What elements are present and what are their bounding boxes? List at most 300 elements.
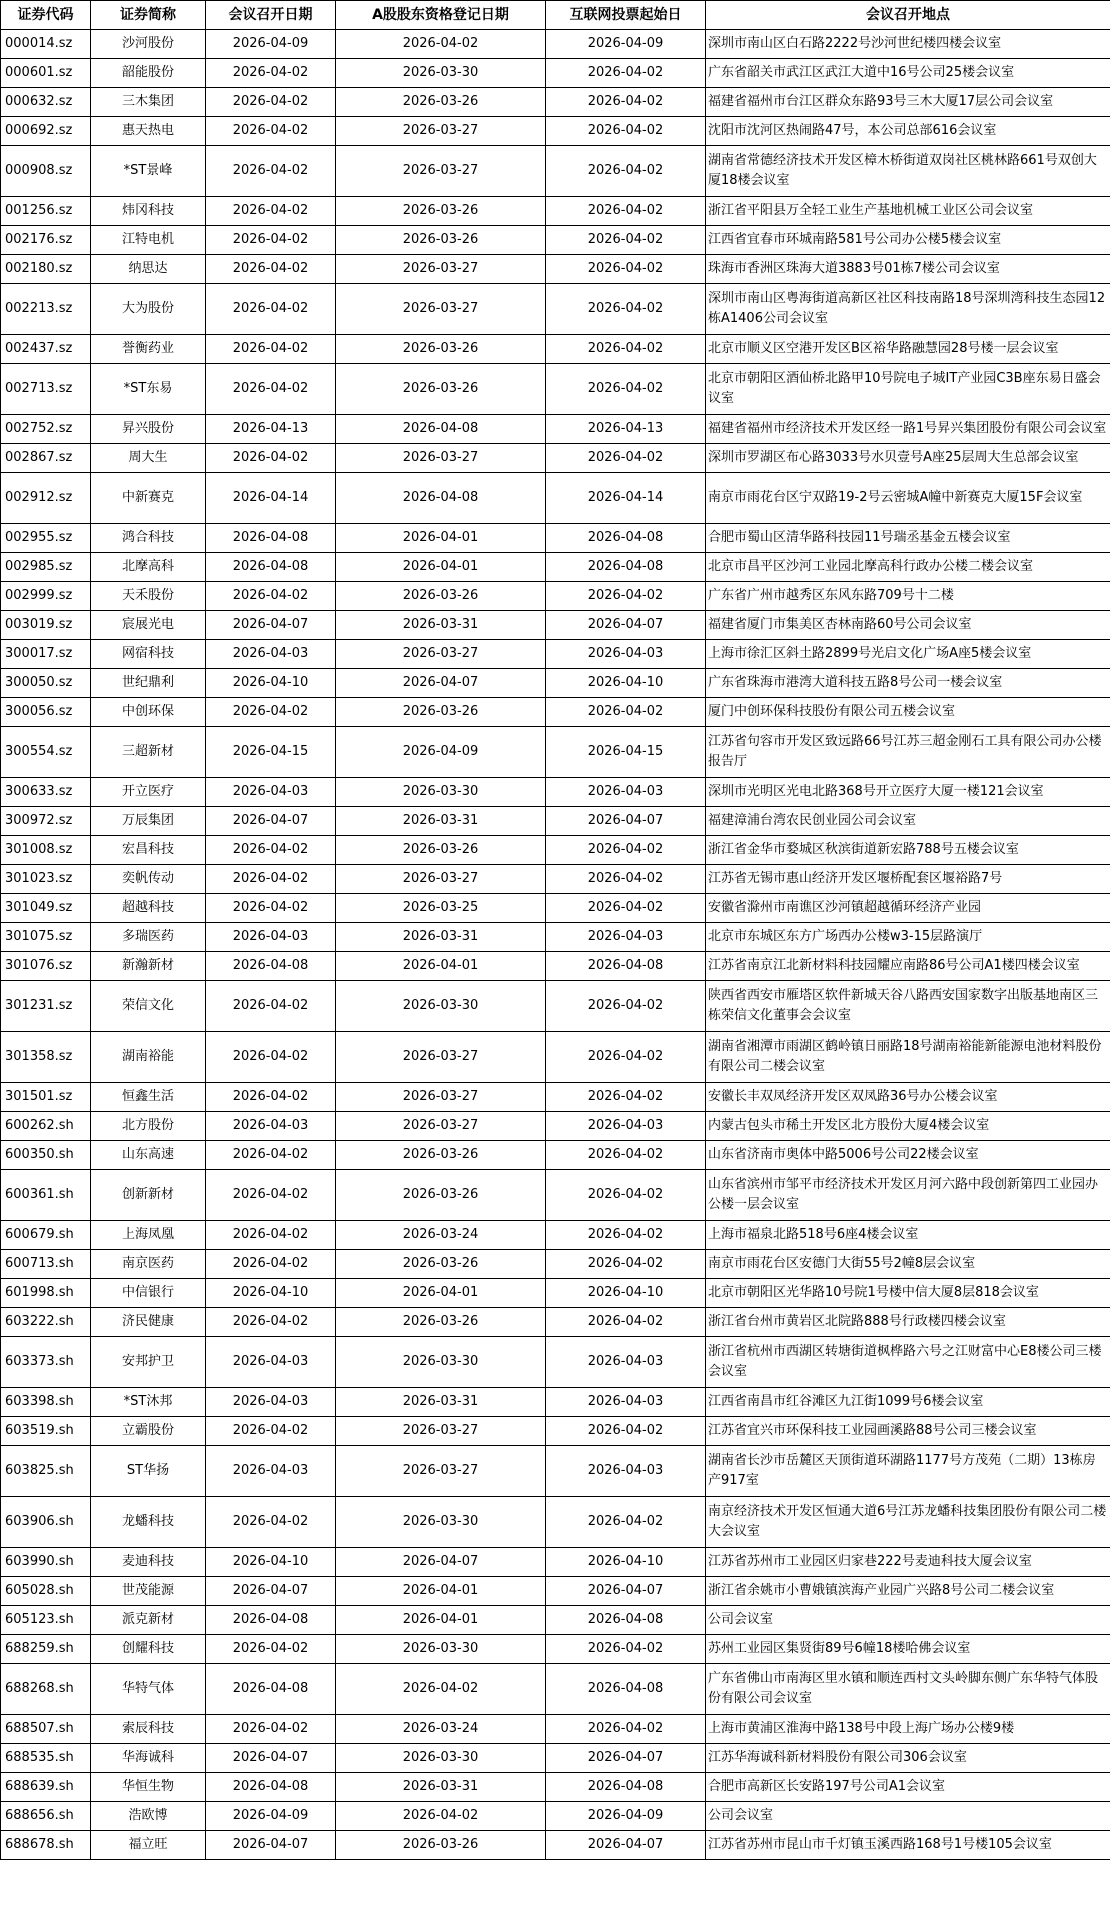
cell-meeting-location: 南京市雨花台区宁双路19-2号云密城A幢中新赛克大厦15F会议室 (706, 473, 1110, 524)
cell-record-date: 2026-03-25 (336, 894, 546, 923)
cell-online-vote-start: 2026-04-07 (546, 1744, 706, 1773)
cell-online-vote-start: 2026-04-02 (546, 1141, 706, 1170)
cell-security-code: 300554.sz (1, 727, 91, 778)
cell-meeting-date: 2026-04-02 (206, 117, 336, 146)
cell-online-vote-start: 2026-04-14 (546, 473, 706, 524)
cell-meeting-location: 江西省宜春市环城南路581号公司办公楼5楼会议室 (706, 226, 1110, 255)
table-row (1, 865, 1110, 894)
cell-security-name: 超越科技 (91, 894, 206, 923)
table-body (1, 30, 1110, 1860)
cell-meeting-location: 深圳市光明区光电北路368号开立医疗大厦一楼121会议室 (706, 778, 1110, 807)
cell-security-code: 002180.sz (1, 255, 91, 284)
cell-record-date: 2026-03-30 (336, 778, 546, 807)
cell-online-vote-start: 2026-04-03 (546, 1446, 706, 1497)
cell-online-vote-start: 2026-04-15 (546, 727, 706, 778)
cell-record-date: 2026-04-07 (336, 669, 546, 698)
cell-record-date: 2026-04-01 (336, 1606, 546, 1635)
cell-record-date: 2026-03-27 (336, 146, 546, 197)
cell-security-code: 002955.sz (1, 524, 91, 553)
cell-online-vote-start: 2026-04-08 (546, 952, 706, 981)
table-row (1, 255, 1110, 284)
cell-security-name: 中创环保 (91, 698, 206, 727)
cell-online-vote-start: 2026-04-02 (546, 284, 706, 335)
cell-security-code: 300050.sz (1, 669, 91, 698)
cell-record-date: 2026-03-24 (336, 1715, 546, 1744)
cell-security-code: 301231.sz (1, 981, 91, 1032)
cell-meeting-location: 苏州工业园区集贤街89号6幢18楼哈佛会议室 (706, 1635, 1110, 1664)
cell-meeting-date: 2026-04-02 (206, 582, 336, 611)
cell-meeting-location: 山东省滨州市邹平市经济技术开发区月河六路中段创新第四工业园办公楼一层会议室 (706, 1170, 1110, 1221)
cell-meeting-date: 2026-04-02 (206, 1032, 336, 1083)
cell-meeting-date: 2026-04-14 (206, 473, 336, 524)
cell-online-vote-start: 2026-04-03 (546, 923, 706, 952)
cell-security-code: 600679.sh (1, 1221, 91, 1250)
cell-online-vote-start: 2026-04-02 (546, 1250, 706, 1279)
table-row (1, 364, 1110, 415)
cell-meeting-location: 广东省佛山市南海区里水镇和顺连西村文头岭脚东侧广东华特气体股份有限公司会议室 (706, 1664, 1110, 1715)
cell-meeting-date: 2026-04-09 (206, 30, 336, 59)
cell-security-name: *ST沐邦 (91, 1388, 206, 1417)
cell-meeting-date: 2026-04-07 (206, 807, 336, 836)
cell-online-vote-start: 2026-04-10 (546, 1548, 706, 1577)
table-row (1, 727, 1110, 778)
cell-record-date: 2026-03-31 (336, 1773, 546, 1802)
cell-security-name: 纳思达 (91, 255, 206, 284)
table-row (1, 778, 1110, 807)
cell-security-name: ST华扬 (91, 1446, 206, 1497)
table-row (1, 1497, 1110, 1548)
cell-meeting-date: 2026-04-07 (206, 1831, 336, 1860)
cell-security-code: 600713.sh (1, 1250, 91, 1279)
cell-security-name: 奕帆传动 (91, 865, 206, 894)
table-row (1, 981, 1110, 1032)
cell-security-name: 宸展光电 (91, 611, 206, 640)
cell-security-name: *ST东易 (91, 364, 206, 415)
cell-meeting-date: 2026-04-03 (206, 1388, 336, 1417)
cell-online-vote-start: 2026-04-02 (546, 582, 706, 611)
cell-online-vote-start: 2026-04-02 (546, 894, 706, 923)
cell-security-code: 001256.sz (1, 197, 91, 226)
cell-online-vote-start: 2026-04-02 (546, 1083, 706, 1112)
table-row (1, 553, 1110, 582)
cell-security-code: 300633.sz (1, 778, 91, 807)
cell-online-vote-start: 2026-04-02 (546, 1497, 706, 1548)
cell-record-date: 2026-03-31 (336, 1388, 546, 1417)
table-row (1, 1250, 1110, 1279)
header-record-date: A股股东资格登记日期 (336, 1, 546, 30)
cell-security-code: 603373.sh (1, 1337, 91, 1388)
cell-security-code: 002176.sz (1, 226, 91, 255)
cell-meeting-date: 2026-04-02 (206, 255, 336, 284)
cell-meeting-date: 2026-04-09 (206, 1802, 336, 1831)
cell-security-code: 301076.sz (1, 952, 91, 981)
cell-meeting-date: 2026-04-02 (206, 364, 336, 415)
cell-security-name: 鸿合科技 (91, 524, 206, 553)
cell-meeting-date: 2026-04-02 (206, 88, 336, 117)
cell-record-date: 2026-03-27 (336, 1417, 546, 1446)
cell-meeting-location: 江苏华海诚科新材料股份有限公司306会议室 (706, 1744, 1110, 1773)
table-row (1, 1802, 1110, 1831)
cell-security-name: 索辰科技 (91, 1715, 206, 1744)
table-row (1, 1831, 1110, 1860)
cell-meeting-location: 浙江省余姚市小曹娥镇滨海产业园广兴路8号公司二楼会议室 (706, 1577, 1110, 1606)
cell-record-date: 2026-04-01 (336, 1279, 546, 1308)
cell-security-code: 003019.sz (1, 611, 91, 640)
cell-online-vote-start: 2026-04-08 (546, 1606, 706, 1635)
cell-security-code: 603906.sh (1, 1497, 91, 1548)
cell-security-code: 605123.sh (1, 1606, 91, 1635)
table-row (1, 952, 1110, 981)
cell-meeting-date: 2026-04-02 (206, 146, 336, 197)
cell-security-code: 688656.sh (1, 1802, 91, 1831)
cell-record-date: 2026-03-26 (336, 1308, 546, 1337)
cell-security-name: 宏昌科技 (91, 836, 206, 865)
cell-meeting-date: 2026-04-15 (206, 727, 336, 778)
cell-record-date: 2026-04-01 (336, 1577, 546, 1606)
cell-security-name: 昇兴股份 (91, 415, 206, 444)
cell-meeting-date: 2026-04-02 (206, 981, 336, 1032)
table-row (1, 59, 1110, 88)
table-row (1, 1032, 1110, 1083)
cell-meeting-location: 南京市雨花台区安德门大街55号2幢8层会议室 (706, 1250, 1110, 1279)
table-row (1, 415, 1110, 444)
cell-record-date: 2026-03-30 (336, 59, 546, 88)
cell-meeting-date: 2026-04-02 (206, 836, 336, 865)
cell-record-date: 2026-03-30 (336, 1497, 546, 1548)
cell-meeting-location: 北京市朝阳区光华路10号院1号楼中信大厦8层818会议室 (706, 1279, 1110, 1308)
cell-online-vote-start: 2026-04-02 (546, 255, 706, 284)
table-row (1, 1446, 1110, 1497)
table-row (1, 1279, 1110, 1308)
cell-meeting-date: 2026-04-03 (206, 640, 336, 669)
cell-online-vote-start: 2026-04-10 (546, 1279, 706, 1308)
cell-security-code: 000014.sz (1, 30, 91, 59)
cell-meeting-date: 2026-04-02 (206, 1170, 336, 1221)
cell-meeting-location: 福建省福州市台江区群众东路93号三木大厦17层公司会议室 (706, 88, 1110, 117)
cell-record-date: 2026-04-01 (336, 553, 546, 582)
cell-record-date: 2026-03-27 (336, 1446, 546, 1497)
table-row (1, 1112, 1110, 1141)
table-row (1, 1773, 1110, 1802)
cell-record-date: 2026-03-26 (336, 197, 546, 226)
cell-security-name: 北方股份 (91, 1112, 206, 1141)
cell-record-date: 2026-03-27 (336, 640, 546, 669)
cell-meeting-date: 2026-04-08 (206, 524, 336, 553)
cell-record-date: 2026-03-26 (336, 335, 546, 364)
cell-meeting-location: 安徽长丰双凤经济开发区双凤路36号办公楼会议室 (706, 1083, 1110, 1112)
cell-security-code: 002999.sz (1, 582, 91, 611)
cell-online-vote-start: 2026-04-07 (546, 1577, 706, 1606)
cell-security-code: 688678.sh (1, 1831, 91, 1860)
cell-online-vote-start: 2026-04-03 (546, 640, 706, 669)
table-row (1, 1606, 1110, 1635)
cell-meeting-date: 2026-04-02 (206, 1083, 336, 1112)
cell-meeting-location: 南京经济技术开发区恒通大道6号江苏龙蟠科技集团股份有限公司二楼大会议室 (706, 1497, 1110, 1548)
cell-security-name: 韶能股份 (91, 59, 206, 88)
cell-record-date: 2026-03-24 (336, 1221, 546, 1250)
cell-security-code: 301501.sz (1, 1083, 91, 1112)
cell-record-date: 2026-04-08 (336, 473, 546, 524)
cell-security-name: 天禾股份 (91, 582, 206, 611)
cell-meeting-date: 2026-04-08 (206, 1773, 336, 1802)
cell-security-code: 603990.sh (1, 1548, 91, 1577)
cell-security-name: 创新新材 (91, 1170, 206, 1221)
table-row (1, 836, 1110, 865)
cell-meeting-location: 合肥市蜀山区清华路科技园11号瑞丞基金五楼会议室 (706, 524, 1110, 553)
cell-security-code: 301358.sz (1, 1032, 91, 1083)
cell-meeting-date: 2026-04-02 (206, 284, 336, 335)
cell-meeting-date: 2026-04-02 (206, 1715, 336, 1744)
cell-meeting-location: 广东省珠海市港湾大道科技五路8号公司一楼会议室 (706, 669, 1110, 698)
table-header-row (1, 1, 1110, 30)
cell-security-code: 603825.sh (1, 1446, 91, 1497)
cell-meeting-location: 上海市徐汇区斜土路2899号光启文化广场A座5楼会议室 (706, 640, 1110, 669)
cell-security-name: 新瀚新材 (91, 952, 206, 981)
cell-record-date: 2026-03-26 (336, 582, 546, 611)
cell-meeting-location: 江苏省句容市开发区致远路66号江苏三超金刚石工具有限公司办公楼报告厅 (706, 727, 1110, 778)
cell-security-code: 301023.sz (1, 865, 91, 894)
table-row (1, 117, 1110, 146)
cell-meeting-date: 2026-04-03 (206, 1446, 336, 1497)
cell-security-code: 605028.sh (1, 1577, 91, 1606)
cell-meeting-location: 江西省南昌市红谷滩区九江街1099号6楼会议室 (706, 1388, 1110, 1417)
cell-security-name: 江特电机 (91, 226, 206, 255)
table-row (1, 1170, 1110, 1221)
cell-meeting-location: 湖南省常德经济技术开发区樟木桥街道双岗社区桃林路661号双创大厦18楼会议室 (706, 146, 1110, 197)
cell-online-vote-start: 2026-04-02 (546, 117, 706, 146)
cell-online-vote-start: 2026-04-02 (546, 444, 706, 473)
cell-meeting-date: 2026-04-08 (206, 1606, 336, 1635)
cell-security-code: 688507.sh (1, 1715, 91, 1744)
cell-meeting-date: 2026-04-02 (206, 1250, 336, 1279)
cell-security-name: 立霸股份 (91, 1417, 206, 1446)
table-row (1, 473, 1110, 524)
cell-meeting-location: 深圳市南山区白石路2222号沙河世纪楼四楼会议室 (706, 30, 1110, 59)
cell-meeting-location: 北京市昌平区沙河工业园北摩高科行政办公楼二楼会议室 (706, 553, 1110, 582)
header-meeting-location: 会议召开地点 (706, 1, 1110, 30)
cell-security-name: 万辰集团 (91, 807, 206, 836)
header-security-name: 证券简称 (91, 1, 206, 30)
table-row (1, 1744, 1110, 1773)
cell-meeting-location: 江苏省无锡市惠山经济开发区堰桥配套区堰裕路7号 (706, 865, 1110, 894)
cell-security-name: 华海诚科 (91, 1744, 206, 1773)
cell-record-date: 2026-03-26 (336, 88, 546, 117)
cell-security-code: 301049.sz (1, 894, 91, 923)
cell-security-code: 600350.sh (1, 1141, 91, 1170)
cell-meeting-location: 山东省济南市奥体中路5006号公司22楼会议室 (706, 1141, 1110, 1170)
table-row (1, 807, 1110, 836)
cell-meeting-date: 2026-04-08 (206, 553, 336, 582)
table-row (1, 1141, 1110, 1170)
table-row (1, 197, 1110, 226)
cell-meeting-location: 北京市顺义区空港开发区B区裕华路融慧园28号楼一层会议室 (706, 335, 1110, 364)
table-row (1, 611, 1110, 640)
cell-security-code: 300017.sz (1, 640, 91, 669)
cell-record-date: 2026-04-01 (336, 524, 546, 553)
cell-online-vote-start: 2026-04-02 (546, 1635, 706, 1664)
cell-online-vote-start: 2026-04-08 (546, 1773, 706, 1802)
cell-record-date: 2026-03-27 (336, 865, 546, 894)
cell-record-date: 2026-03-30 (336, 981, 546, 1032)
cell-record-date: 2026-04-08 (336, 415, 546, 444)
cell-security-code: 600361.sh (1, 1170, 91, 1221)
table-row (1, 226, 1110, 255)
cell-record-date: 2026-03-27 (336, 1083, 546, 1112)
cell-security-name: 世茂能源 (91, 1577, 206, 1606)
cell-security-code: 002437.sz (1, 335, 91, 364)
cell-security-name: 炜冈科技 (91, 197, 206, 226)
cell-meeting-location: 福建漳浦台湾农民创业园公司会议室 (706, 807, 1110, 836)
cell-online-vote-start: 2026-04-02 (546, 836, 706, 865)
table-row (1, 1635, 1110, 1664)
cell-record-date: 2026-03-26 (336, 1250, 546, 1279)
cell-security-code: 002213.sz (1, 284, 91, 335)
table-row (1, 444, 1110, 473)
cell-meeting-date: 2026-04-03 (206, 778, 336, 807)
cell-security-name: 网宿科技 (91, 640, 206, 669)
cell-online-vote-start: 2026-04-02 (546, 981, 706, 1032)
cell-security-code: 002867.sz (1, 444, 91, 473)
cell-security-name: 派克新材 (91, 1606, 206, 1635)
table-row (1, 1388, 1110, 1417)
cell-record-date: 2026-03-26 (336, 1831, 546, 1860)
cell-record-date: 2026-03-30 (336, 1744, 546, 1773)
cell-meeting-date: 2026-04-03 (206, 1112, 336, 1141)
cell-meeting-date: 2026-04-02 (206, 1141, 336, 1170)
table-row (1, 923, 1110, 952)
cell-security-code: 603519.sh (1, 1417, 91, 1446)
table-row (1, 1417, 1110, 1446)
cell-meeting-date: 2026-04-03 (206, 923, 336, 952)
cell-online-vote-start: 2026-04-13 (546, 415, 706, 444)
table-row (1, 335, 1110, 364)
cell-security-name: 沙河股份 (91, 30, 206, 59)
cell-security-name: 安邦护卫 (91, 1337, 206, 1388)
cell-meeting-date: 2026-04-02 (206, 1635, 336, 1664)
cell-record-date: 2026-04-02 (336, 30, 546, 59)
cell-meeting-location: 江苏省南京江北新材料科技园耀应南路86号公司A1楼四楼会议室 (706, 952, 1110, 981)
cell-record-date: 2026-03-31 (336, 923, 546, 952)
cell-online-vote-start: 2026-04-09 (546, 1802, 706, 1831)
cell-meeting-location: 珠海市香洲区珠海大道3883号01栋7楼公司会议室 (706, 255, 1110, 284)
cell-record-date: 2026-03-26 (336, 226, 546, 255)
cell-record-date: 2026-03-26 (336, 698, 546, 727)
cell-security-code: 301008.sz (1, 836, 91, 865)
cell-online-vote-start: 2026-04-07 (546, 611, 706, 640)
cell-meeting-date: 2026-04-02 (206, 1221, 336, 1250)
cell-meeting-location: 广东省广州市越秀区东风东路709号十二楼 (706, 582, 1110, 611)
cell-security-name: 多瑞医药 (91, 923, 206, 952)
cell-meeting-date: 2026-04-08 (206, 952, 336, 981)
table-row (1, 524, 1110, 553)
cell-meeting-date: 2026-04-02 (206, 59, 336, 88)
cell-online-vote-start: 2026-04-03 (546, 1112, 706, 1141)
cell-security-name: 周大生 (91, 444, 206, 473)
cell-record-date: 2026-04-02 (336, 1802, 546, 1831)
cell-online-vote-start: 2026-04-02 (546, 1221, 706, 1250)
cell-security-name: 誉衡药业 (91, 335, 206, 364)
table-row (1, 88, 1110, 117)
cell-online-vote-start: 2026-04-03 (546, 778, 706, 807)
cell-security-name: 三超新材 (91, 727, 206, 778)
cell-security-name: 中信银行 (91, 1279, 206, 1308)
cell-security-name: 龙蟠科技 (91, 1497, 206, 1548)
table-row (1, 1548, 1110, 1577)
cell-meeting-date: 2026-04-10 (206, 1548, 336, 1577)
cell-security-code: 688259.sh (1, 1635, 91, 1664)
cell-security-code: 688639.sh (1, 1773, 91, 1802)
cell-security-name: 华恒生物 (91, 1773, 206, 1802)
cell-online-vote-start: 2026-04-07 (546, 1831, 706, 1860)
cell-security-name: 创耀科技 (91, 1635, 206, 1664)
table-row (1, 1221, 1110, 1250)
cell-record-date: 2026-03-30 (336, 1337, 546, 1388)
cell-security-name: 济民健康 (91, 1308, 206, 1337)
table-row (1, 1308, 1110, 1337)
cell-meeting-location: 北京市朝阳区酒仙桥北路甲10号院电子城IT产业园C3B座东易日盛会议室 (706, 364, 1110, 415)
cell-online-vote-start: 2026-04-02 (546, 364, 706, 415)
cell-security-name: 湖南裕能 (91, 1032, 206, 1083)
cell-security-name: 浩欧博 (91, 1802, 206, 1831)
cell-security-code: 000692.sz (1, 117, 91, 146)
table-row (1, 894, 1110, 923)
cell-meeting-date: 2026-04-07 (206, 1577, 336, 1606)
cell-security-name: 南京医药 (91, 1250, 206, 1279)
cell-meeting-date: 2026-04-10 (206, 1279, 336, 1308)
cell-security-code: 688535.sh (1, 1744, 91, 1773)
cell-online-vote-start: 2026-04-09 (546, 30, 706, 59)
cell-security-name: 荣信文化 (91, 981, 206, 1032)
cell-meeting-location: 深圳市南山区粤海街道高新区社区科技南路18号深圳湾科技生态园12栋A1406公司会议室 (706, 284, 1110, 335)
cell-meeting-location: 福建省福州市经济技术开发区经一路1号昇兴集团股份有限公司会议室 (706, 415, 1110, 444)
cell-meeting-date: 2026-04-07 (206, 611, 336, 640)
cell-meeting-location: 公司会议室 (706, 1802, 1110, 1831)
cell-record-date: 2026-03-27 (336, 284, 546, 335)
cell-record-date: 2026-03-26 (336, 364, 546, 415)
cell-security-name: 三木集团 (91, 88, 206, 117)
cell-meeting-location: 福建省厦门市集美区杏林南路60号公司会议室 (706, 611, 1110, 640)
cell-online-vote-start: 2026-04-10 (546, 669, 706, 698)
cell-security-name: 世纪鼎利 (91, 669, 206, 698)
cell-meeting-date: 2026-04-13 (206, 415, 336, 444)
cell-meeting-location: 江苏省苏州市工业园区归家巷222号麦迪科技大厦会议室 (706, 1548, 1110, 1577)
header-online-vote-start: 互联网投票起始日 (546, 1, 706, 30)
cell-online-vote-start: 2026-04-08 (546, 1664, 706, 1715)
cell-meeting-date: 2026-04-02 (206, 1308, 336, 1337)
cell-meeting-date: 2026-04-07 (206, 1744, 336, 1773)
cell-online-vote-start: 2026-04-02 (546, 1715, 706, 1744)
cell-meeting-location: 深圳市罗湖区布心路3033号水贝壹号A座25层周大生总部会议室 (706, 444, 1110, 473)
cell-record-date: 2026-03-27 (336, 255, 546, 284)
table-row (1, 698, 1110, 727)
cell-security-code: 000632.sz (1, 88, 91, 117)
cell-meeting-date: 2026-04-03 (206, 1337, 336, 1388)
cell-meeting-location: 广东省韶关市武江区武江大道中16号公司25楼会议室 (706, 59, 1110, 88)
cell-meeting-date: 2026-04-02 (206, 197, 336, 226)
table-row (1, 1577, 1110, 1606)
cell-security-name: 惠天热电 (91, 117, 206, 146)
cell-meeting-date: 2026-04-08 (206, 1664, 336, 1715)
cell-meeting-location: 江苏省宜兴市环保科技工业园画溪路88号公司三楼会议室 (706, 1417, 1110, 1446)
cell-security-name: 大为股份 (91, 284, 206, 335)
cell-meeting-date: 2026-04-02 (206, 894, 336, 923)
cell-record-date: 2026-03-30 (336, 1635, 546, 1664)
cell-meeting-location: 江苏省苏州市昆山市千灯镇玉溪西路168号1号楼105会议室 (706, 1831, 1110, 1860)
cell-record-date: 2026-04-09 (336, 727, 546, 778)
cell-online-vote-start: 2026-04-02 (546, 1308, 706, 1337)
cell-meeting-location: 上海市福泉北路518号6座4楼会议室 (706, 1221, 1110, 1250)
cell-meeting-date: 2026-04-02 (206, 335, 336, 364)
